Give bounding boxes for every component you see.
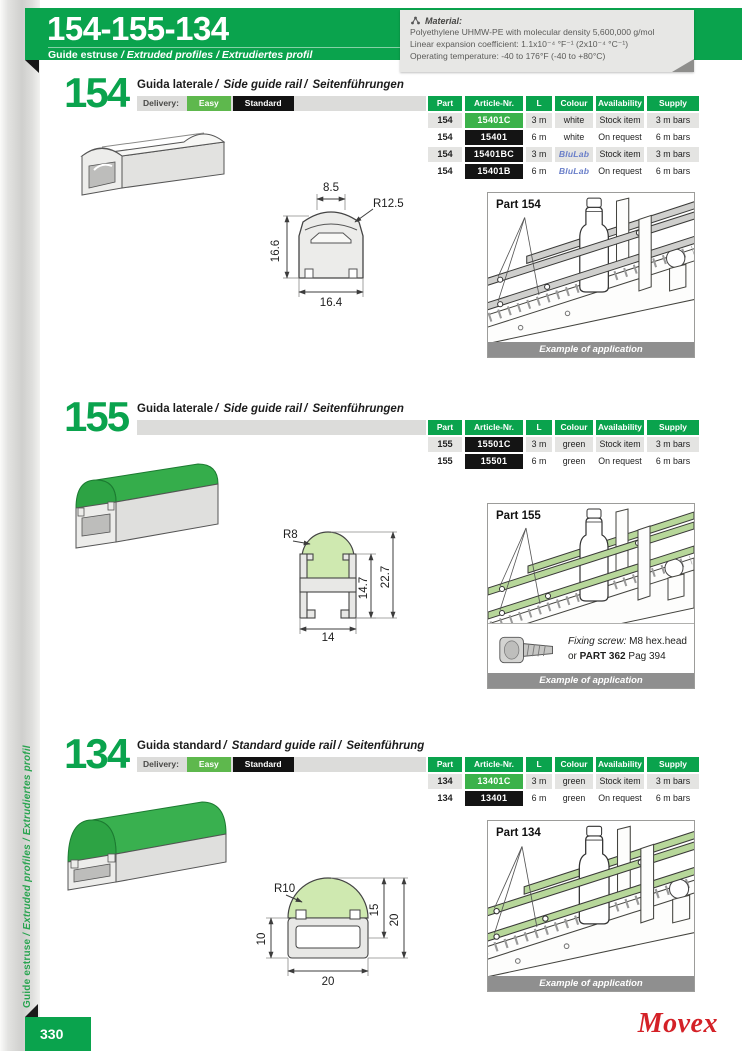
application-example-154 [487,192,695,358]
material-title: Material: [425,15,463,26]
conveyor-illustration [488,821,694,978]
section-title-134: Guida standard / Standard guide rail / Seitenführung [137,740,425,752]
page-number: 330 [25,1017,91,1051]
molecule-icon [410,15,421,26]
fixing-screw-icon [496,630,560,670]
subtitle-it: Guide estruse [48,49,119,61]
section-number-155: 155 [64,393,129,440]
dim-mid: 15 [369,903,381,917]
app-part-label: Part 155 [496,510,541,522]
conveyor-illustration [488,193,694,344]
page-title: 154-155-134 [47,10,229,47]
sidebar-title-de: Extrudiertes profil [22,745,33,836]
article-badge: 13401C [465,774,523,789]
fixing-screw-note [488,623,694,675]
dim-radius: R12.5 [373,198,404,210]
article-badge: 15401 [465,130,523,145]
dim-bottom: 20 [321,976,335,988]
page-edge-strip [0,0,40,1051]
product-image-134 [58,776,244,903]
delivery-label: Delivery: [143,98,179,108]
dim-left: 16.6 [270,239,282,263]
technical-drawing-155 [243,502,419,647]
material-info-box [400,10,694,72]
section-number-134: 134 [64,730,129,777]
dim-outer: 22.7 [380,565,392,589]
app-caption: Example of application [488,673,694,688]
subtitle-en: Extruded profiles [126,49,214,61]
product-image-155 [62,438,238,559]
article-badge: 15501 [465,454,523,469]
article-badge: 15401BC [465,147,523,162]
product-image-154 [68,110,240,207]
application-example-155 [487,503,695,689]
application-example-134 [487,820,695,992]
spec-table-155 [428,420,700,469]
technical-drawing-134 [238,840,430,995]
article-badge: 13401 [465,791,523,806]
page-subtitle: Guide estruse / Extruded profiles / Extrudiertes profil [48,47,408,61]
table-header-row: Part Article-Nr. L Colour Availability Supply [428,757,700,772]
table-row: 155 15501C 3 m green Stock item 3 m bars [428,437,700,452]
dim-radius: R10 [274,883,296,895]
table-row: 134 13401 6 m green On request 6 m bars [428,791,700,806]
spec-table-134 [428,757,700,806]
app-caption: Example of application [488,976,694,991]
delivery-badge-standard: Standard [233,757,294,772]
dim-right: 20 [389,913,401,927]
sidebar-title-en: Extruded profiles [22,844,33,930]
movex-logo: Movex [637,1008,718,1039]
technical-drawing-154 [245,176,417,313]
table-row: 154 15401 6 m white On request 6 m bars [428,130,700,145]
app-part-label: Part 154 [496,199,541,211]
article-badge: 15401C [465,113,523,128]
article-badge: 15501C [465,437,523,452]
section-title-155: Guida laterale / Side guide rail / Seitenführungen [137,403,404,415]
section-number-154: 154 [64,69,129,116]
material-line-1: Polyethylene UHMW-PE with molecular density 5,600,000 g/mol [410,27,655,37]
titlebar-155 [137,420,426,435]
dim-bottom: 14 [321,632,335,642]
app-caption: Example of application [488,342,694,357]
table-row: 154 15401B 6 m BluLab On request 6 m bars [428,164,700,179]
delivery-badge-easy: Easy [187,96,231,111]
app-part-label: Part 134 [496,827,541,839]
fixing-screw-text: Fixing screw: M8 hex.head or PART 362 Pag 394 [568,636,687,662]
dim-top: 8.5 [323,182,339,194]
table-row: 154 15401C 3 m white Stock item 3 m bars [428,113,700,128]
dim-left: 10 [256,932,268,946]
subtitle-de: Extrudiertes profil [221,49,313,61]
delivery-bar-134 [137,757,426,772]
table-header-row: Part Article-Nr. L Colour Availability Supply [428,420,700,435]
delivery-badge-standard: Standard [233,96,294,111]
article-badge: 15401B [465,164,523,179]
material-line-2: Linear expansion coefficient: 1.1x10⁻⁴ °F⁻¹ (2x10⁻⁴ °C⁻¹) [410,39,629,50]
material-title-row [410,15,684,26]
material-line-3: Operating temperature: -40 to 176°F (-40 to +80°C) [410,51,606,62]
table-header-row: Part Article-Nr. L Colour Availability Supply [428,96,700,111]
blulab-logo: BluLab [555,147,593,162]
section-title-154: Guida laterale / Side guide rail / Seitenführungen [137,79,404,91]
blulab-logo: BluLab [555,164,593,179]
table-row: 134 13401C 3 m green Stock item 3 m bars [428,774,700,789]
delivery-badge-easy: Easy [187,757,231,772]
dim-radius: R8 [283,529,298,541]
sidebar-title-it: Guide estruse [22,938,33,1008]
delivery-label: Delivery: [143,759,179,769]
spec-table-154 [428,96,700,179]
table-row: 155 15501 6 m green On request 6 m bars [428,454,700,469]
delivery-bar-154 [137,96,426,111]
dim-inner: 14.7 [358,576,370,600]
sidebar-vertical-title: Guide estruse / Extruded profiles / Extrudiertes profil [22,745,33,1008]
dim-bottom: 16.4 [319,297,343,308]
table-row: 154 15401BC 3 m BluLab Stock item 3 m bars [428,147,700,162]
